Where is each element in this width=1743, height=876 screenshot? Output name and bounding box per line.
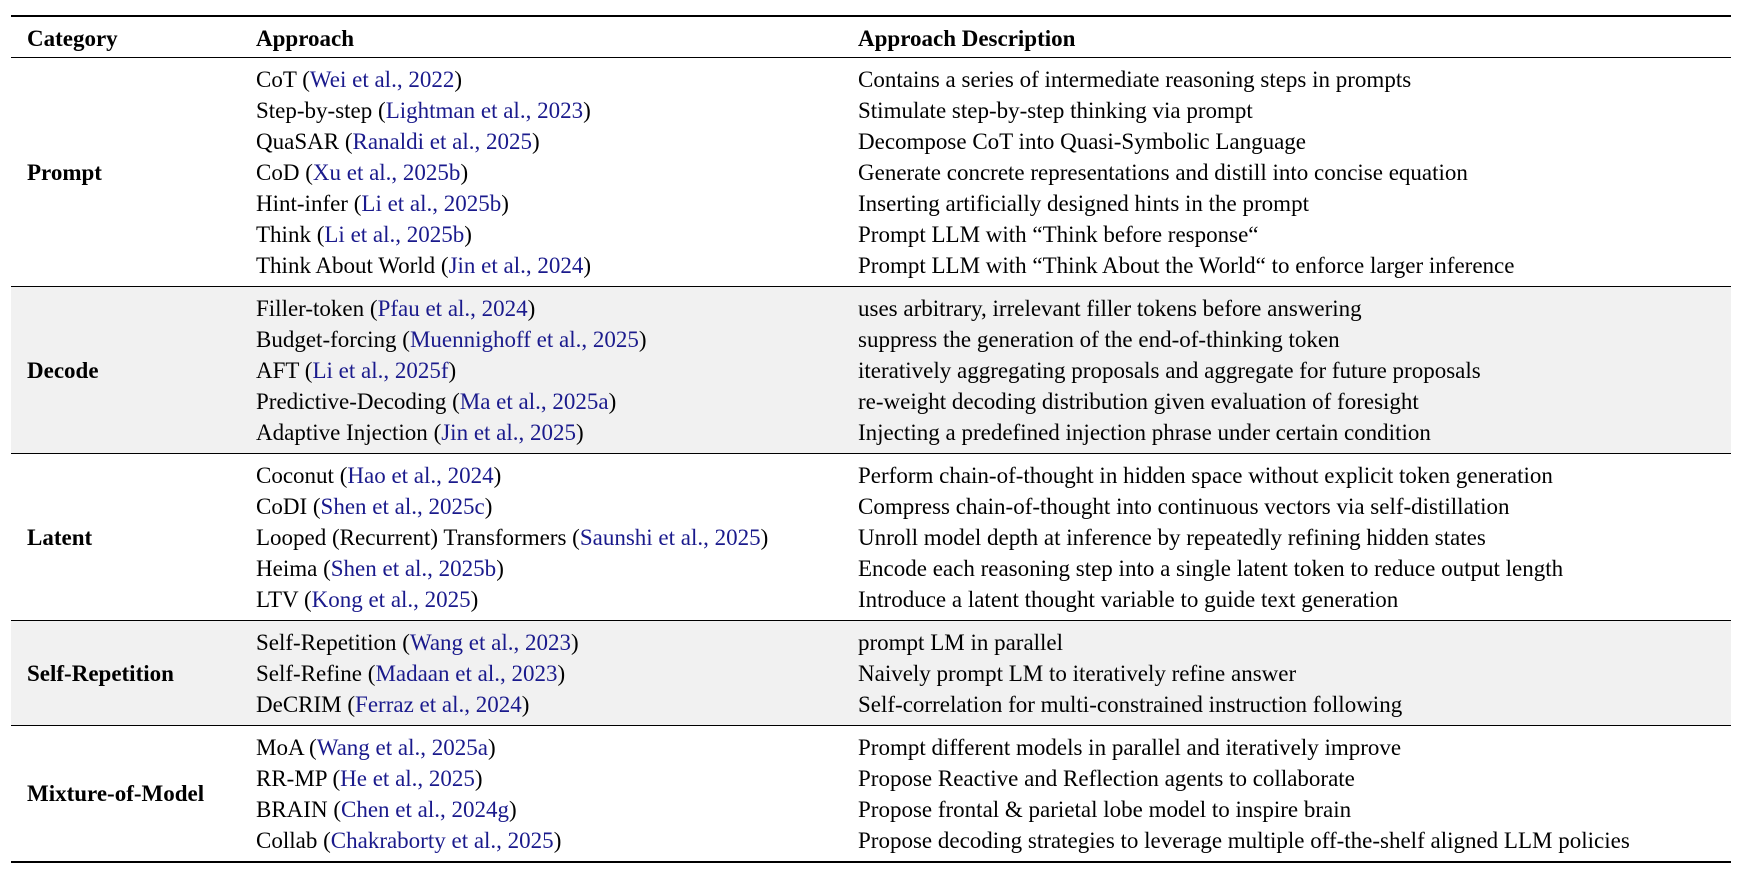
table-group — [11, 454, 1731, 621]
approach-description: Perform chain-of-thought in hidden space without explicit token generation — [858, 463, 1553, 488]
approach-entry — [256, 95, 858, 126]
approach-description: Naively prompt LM to iteratively refine answer — [858, 661, 1297, 686]
approach-description: uses arbitrary, irrelevant filler tokens before answering — [858, 296, 1362, 321]
approach-description: Inserting artificially designed hints in the prompt — [858, 191, 1309, 216]
approach-entry — [256, 250, 858, 281]
citation-link[interactable]: Lightman et al., 2023 — [385, 98, 584, 123]
approach-name: Predictive-Decoding — [256, 389, 447, 414]
header-approach: Approach — [256, 25, 354, 51]
approach-description: Decompose CoT into Quasi-Symbolic Language — [858, 129, 1306, 154]
category-cell: Latent — [27, 524, 93, 550]
citation-link[interactable]: Wei et al., 2022 — [309, 67, 455, 92]
citation-link[interactable]: Chen et al., 2024g — [340, 797, 509, 822]
approach-description: Propose frontal & parietal lobe model to inspire brain — [858, 797, 1352, 822]
table-group — [11, 726, 1731, 863]
citation-link[interactable]: Shen et al., 2025b — [330, 556, 497, 581]
approach-name: MoA — [256, 735, 304, 760]
paren-open: ( — [296, 67, 310, 92]
approach-name: Think About World — [256, 253, 436, 278]
citation-link[interactable]: Chakraborty et al., 2025 — [330, 828, 554, 853]
paren-open: ( — [339, 129, 353, 154]
paren-close: ) — [527, 296, 536, 321]
approach-name: LTV — [256, 587, 299, 612]
approach-cell — [256, 454, 858, 621]
paren-close: ) — [531, 129, 540, 154]
citation-link[interactable]: Wang et al., 2025a — [316, 735, 488, 760]
approach-name: CoDI — [256, 494, 308, 519]
approach-cell — [256, 58, 858, 287]
paren-close: ) — [583, 253, 592, 278]
paren-close: ) — [460, 160, 469, 185]
citation-link[interactable]: Ferraz et al., 2024 — [355, 692, 522, 717]
description-cell — [858, 726, 1731, 863]
approach-entry — [256, 491, 858, 522]
paren-open: ( — [427, 420, 442, 445]
citation-link[interactable]: Madaan et al., 2023 — [375, 661, 558, 686]
paren-open: ( — [396, 630, 410, 655]
approach-entry — [256, 188, 858, 219]
approach-name: CoD — [256, 160, 300, 185]
paren-close: ) — [608, 389, 617, 414]
approach-entry — [256, 219, 858, 250]
table-group — [11, 58, 1731, 287]
paren-close: ) — [760, 525, 769, 550]
approach-name: Filler-token — [256, 296, 365, 321]
paren-close: ) — [501, 191, 509, 216]
paren-open: ( — [364, 296, 378, 321]
approach-description: iteratively aggregating proposals and aggregate for future proposals — [858, 358, 1481, 383]
citation-link[interactable]: Li et al., 2025f — [312, 358, 449, 383]
citation-link[interactable]: Ranaldi et al., 2025 — [352, 129, 532, 154]
approach-description: re-weight decoding distribution given evaluation of foresight — [858, 389, 1419, 414]
paren-open: ( — [326, 766, 341, 791]
approach-description: Prompt different models in parallel and iteratively improve — [858, 735, 1402, 760]
approach-name: Hint-infer — [256, 191, 348, 216]
approach-entry — [256, 157, 858, 188]
table-group — [11, 287, 1731, 454]
table-row — [11, 726, 1731, 863]
citation-link[interactable]: He et al., 2025 — [340, 766, 475, 791]
approach-description: Propose decoding strategies to leverage multiple off-the-shelf aligned LLM policies — [858, 828, 1630, 853]
paren-open: ( — [333, 463, 348, 488]
citation-link[interactable]: Wang et al., 2023 — [409, 630, 571, 655]
approach-name: Heima — [256, 556, 318, 581]
description-cell — [858, 621, 1731, 726]
approach-description: suppress the generation of the end-of-thinking token — [858, 327, 1340, 352]
paren-close: ) — [521, 692, 530, 717]
approach-description: Propose Reactive and Reflection agents to collaborate — [858, 766, 1355, 791]
approach-description: Stimulate step-by-step thinking via prompt — [858, 98, 1253, 123]
category-cell: Prompt — [27, 159, 102, 185]
paren-close: ) — [496, 556, 504, 581]
paren-open: ( — [372, 98, 386, 123]
approach-entry — [256, 763, 858, 794]
approach-name: Adaptive Injection — [256, 420, 428, 445]
approach-entry — [256, 522, 858, 553]
paren-open: ( — [446, 389, 460, 414]
approach-entry — [256, 324, 858, 355]
approach-name: Coconut — [256, 463, 334, 488]
approach-description: Unroll model depth at inference by repeatedly refining hidden states — [858, 525, 1486, 550]
approach-entry — [256, 553, 858, 584]
paren-open: ( — [303, 735, 317, 760]
description-cell — [858, 58, 1731, 287]
paren-close: ) — [583, 98, 591, 123]
approach-name: Think — [256, 222, 311, 247]
table-row — [11, 287, 1731, 454]
approach-entry — [256, 386, 858, 417]
approach-description: Generate concrete representations and distill into concise equation — [858, 160, 1468, 185]
paren-open: ( — [298, 587, 312, 612]
approach-table — [11, 15, 1731, 863]
citation-link[interactable]: Saunshi et al., 2025 — [579, 525, 761, 550]
paren-close: ) — [553, 828, 562, 853]
header-description: Approach Description — [858, 25, 1076, 51]
approach-name: CoT — [256, 67, 297, 92]
paren-close: ) — [474, 766, 483, 791]
header-row — [11, 16, 1731, 58]
approach-cell — [256, 726, 858, 863]
paren-close: ) — [493, 463, 502, 488]
approach-name: Collab — [256, 828, 318, 853]
approach-cell — [256, 621, 858, 726]
paren-open: ( — [310, 222, 325, 247]
paren-open: ( — [396, 327, 410, 352]
citation-link[interactable]: Pfau et al., 2024 — [377, 296, 528, 321]
paren-close: ) — [448, 358, 457, 383]
citation-link[interactable]: Ma et al., 2025a — [459, 389, 609, 414]
citation-link[interactable]: Xu et al., 2025b — [312, 160, 461, 185]
approach-entry — [256, 732, 858, 763]
citation-link[interactable]: Li et al., 2025b — [361, 191, 502, 216]
paren-open: ( — [327, 797, 341, 822]
category-cell: Decode — [11, 287, 256, 454]
approach-entry — [256, 627, 858, 658]
approach-entry — [256, 417, 858, 448]
approach-name: DeCRIM — [256, 692, 342, 717]
paren-close: ) — [638, 327, 647, 352]
approach-name: RR-MP — [256, 766, 327, 791]
approach-name: Looped (Recurrent) Transformers — [256, 525, 567, 550]
category-cell: Mixture-of-Model — [27, 781, 205, 806]
approach-name: Budget-forcing — [256, 327, 397, 352]
header-category: Category — [27, 25, 118, 51]
approach-entry — [256, 584, 858, 615]
paren-open: ( — [341, 692, 356, 717]
approach-entry — [256, 126, 858, 157]
citation-link[interactable]: Hao et al., 2024 — [347, 463, 494, 488]
paren-open: ( — [307, 494, 321, 519]
table-row — [11, 621, 1731, 726]
approach-name: Self-Refine — [256, 661, 363, 686]
paren-close: ) — [576, 420, 584, 445]
approach-name: AFT — [256, 358, 300, 383]
paren-open: ( — [362, 661, 376, 686]
table-header — [11, 16, 1731, 58]
paren-open: ( — [566, 525, 580, 550]
paren-open: ( — [435, 253, 449, 278]
paren-close: ) — [454, 67, 462, 92]
citation-link[interactable]: Muennighoff et al., 2025 — [409, 327, 639, 352]
citation-link[interactable]: Jin et al., 2025 — [441, 420, 577, 445]
table-row — [11, 454, 1731, 621]
description-cell — [858, 454, 1731, 621]
citation-link[interactable]: Kong et al., 2025 — [311, 587, 471, 612]
paren-close: ) — [508, 797, 517, 822]
table-row — [11, 58, 1731, 287]
approach-entry — [256, 825, 858, 856]
approach-entry — [256, 689, 858, 720]
approach-description: Introduce a latent thought variable to guide text generation — [858, 587, 1399, 612]
approach-description: Prompt LLM with “Think before response“ — [858, 222, 1259, 247]
paren-close: ) — [557, 661, 566, 686]
paren-open: ( — [317, 556, 331, 581]
table-group — [11, 621, 1731, 726]
approach-name: Step-by-step — [256, 98, 373, 123]
paren-close: ) — [470, 587, 479, 612]
paren-close: ) — [484, 494, 493, 519]
citation-link[interactable]: Li et al., 2025b — [324, 222, 465, 247]
citation-link[interactable]: Shen et al., 2025c — [320, 494, 485, 519]
approach-entry — [256, 658, 858, 689]
approach-entry — [256, 355, 858, 386]
approach-entry — [256, 794, 858, 825]
paren-open: ( — [299, 358, 313, 383]
approach-name: BRAIN — [256, 797, 328, 822]
approach-name: QuaSAR — [256, 129, 340, 154]
description-cell — [858, 287, 1731, 454]
approach-entry — [256, 293, 858, 324]
approach-cell — [256, 287, 858, 454]
approach-description: Encode each reasoning step into a single latent token to reduce output length — [858, 556, 1564, 581]
citation-link[interactable]: Jin et al., 2024 — [448, 253, 584, 278]
paren-open: ( — [317, 828, 331, 853]
approach-description: Injecting a predefined injection phrase under certain condition — [858, 420, 1431, 445]
approach-description: Self-correlation for multi-constrained instruction following — [858, 692, 1403, 717]
approach-description: Prompt LLM with “Think About the World“ to enforce larger inference — [858, 253, 1515, 278]
approach-description: prompt LM in parallel — [858, 630, 1064, 655]
paren-close: ) — [464, 222, 472, 247]
approach-description: Contains a series of intermediate reasoning steps in prompts — [858, 67, 1412, 92]
approach-entry — [256, 460, 858, 491]
category-cell: Self-Repetition — [11, 621, 256, 726]
paren-close: ) — [570, 630, 579, 655]
approach-entry — [256, 64, 858, 95]
approach-description: Compress chain-of-thought into continuous vectors via self-distillation — [858, 494, 1510, 519]
paren-close: ) — [487, 735, 496, 760]
approach-name: Self-Repetition — [256, 630, 397, 655]
paren-open: ( — [299, 160, 313, 185]
paren-open: ( — [347, 191, 362, 216]
